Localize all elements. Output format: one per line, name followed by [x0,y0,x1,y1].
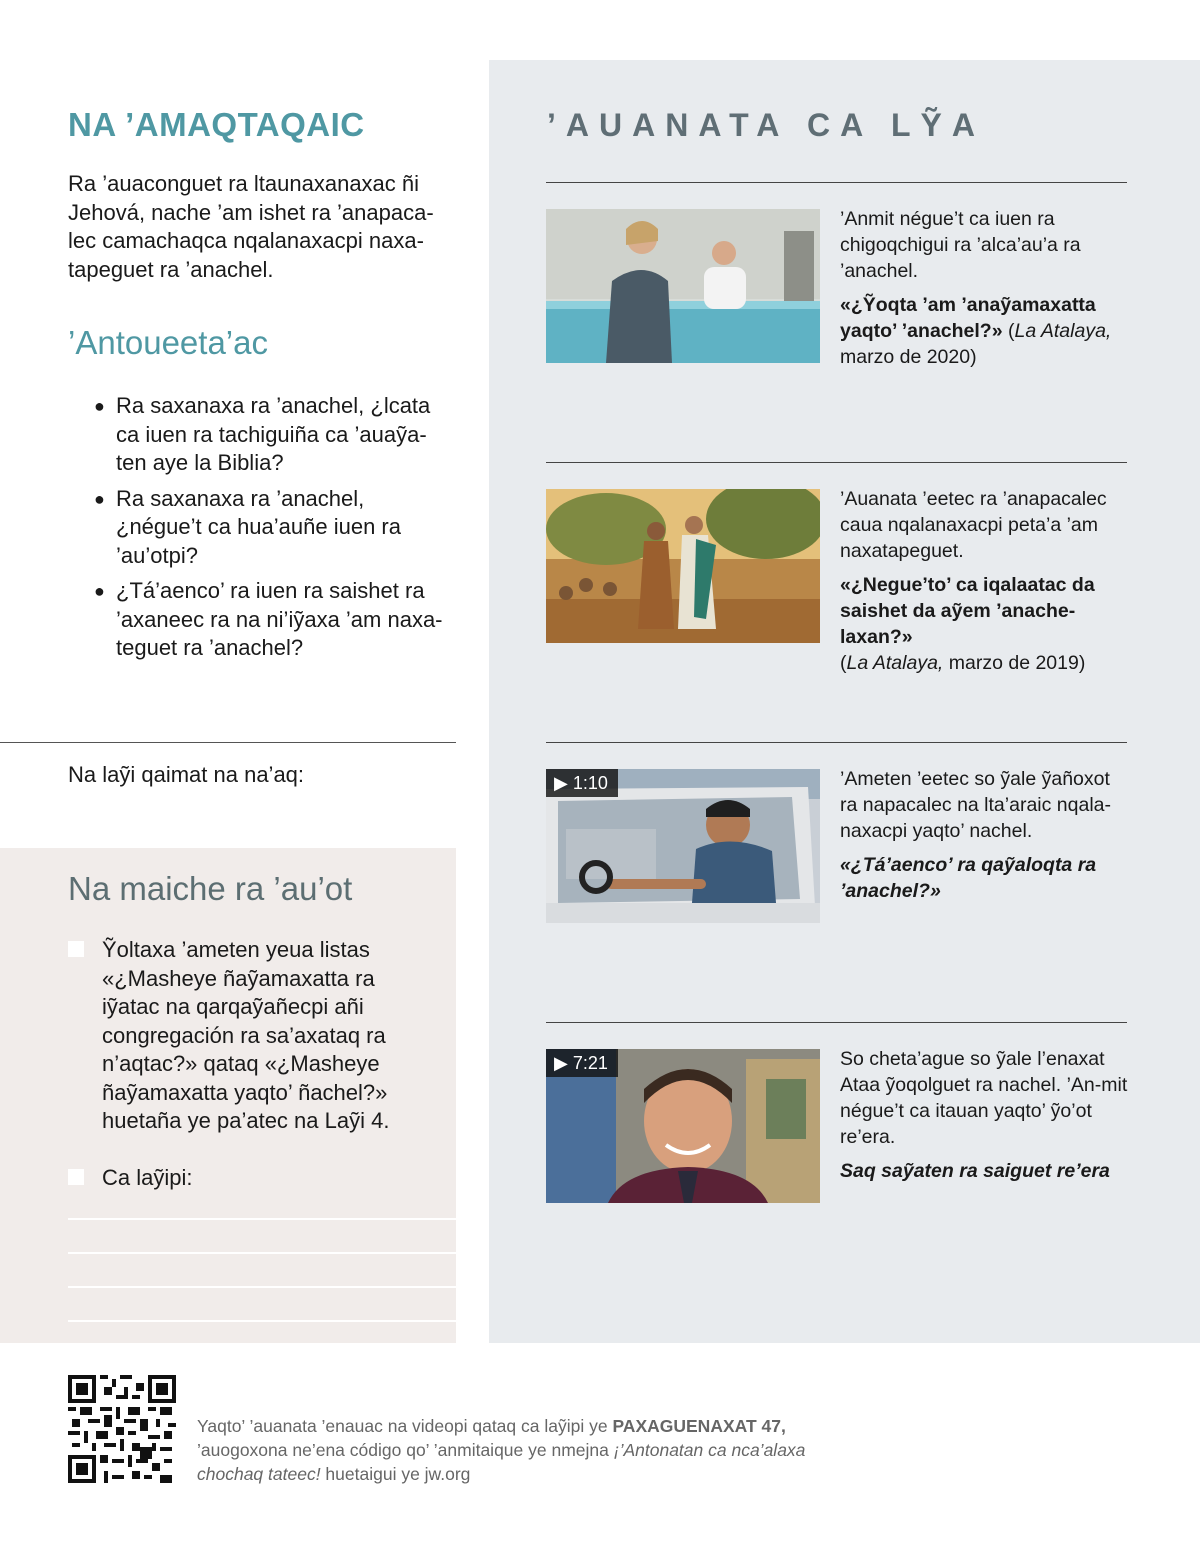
bullet-icon: ● [94,488,105,509]
qr-code-icon[interactable] [68,1375,176,1483]
question-item [94,392,454,478]
media-section-title: ’AUANATA CA LỸA [547,107,985,143]
question-item [94,485,454,571]
footer-text-part: ’auogoxona ne’ena código qo’ ’anmitaique ye nmejna [197,1440,614,1460]
lesson-title: NA ’AMAQTAQAIC [68,106,365,143]
footer-text-italic: ¡’Antonatan ca nca’alaxa chochaq tateec! [197,1440,806,1484]
entry-text [840,206,1130,370]
article-image-baptism[interactable] [546,209,820,363]
writing-line [68,1286,456,1288]
writing-line [68,1320,456,1322]
video-thumbnail-driver[interactable] [546,769,820,923]
questions-list [94,392,454,670]
footer-text-bold: PAXAGUENAXAT 47, [612,1416,786,1436]
publication-name: La Atalaya, [846,652,944,674]
question-text: ¿Tá’aenco’ ra iuen ra saishet ra ’axaneec ra na ni’iỹaxa ’am naxa-teguet ra ’anachel? [116,578,443,660]
homework-title: Na maiche ra ’au’ot [68,870,353,907]
entry-description: So cheta’ague so ỹale l’enaxat Ataa ỹoqolguet ra nachel. ’An-mit négue’t ca itauan yaqto’ ỹo’ot re’era. [840,1048,1128,1148]
questions-heading: ’Antoueeta’ac [68,324,268,361]
publication-date: marzo de 2020) [840,346,977,368]
intro-paragraph: Ra ’auaconguet ra ltaunaxanaxac ñi Jehová, nache ’am ishet ra ’anapaca-lec camachaqca nqalanaxacpi naxa-tapeguet ra ’anachel. [68,171,434,282]
question-text: Ra saxanaxa ra ’anachel, ¿négue’t ca hua’auñe iuen ra ’au’otpi? [116,485,401,568]
entry-text [840,1046,1130,1184]
divider [546,462,1127,463]
footer-text-part: Yaqto’ ’auanata ’enauac na videopi qataq ca laỹipi ye [197,1416,613,1436]
divider [0,742,456,743]
paren: ( [840,652,847,674]
entry-description: ’Auanata ’eetec ra ’anapacalec caua nqalanaxacpi peta’a ’am naxatapeguet. [840,488,1107,562]
question-item [94,577,454,663]
entry-text [840,766,1130,904]
entry-reference [840,292,1130,370]
video-duration: ▶ 7:21 [546,1049,618,1077]
bullet-icon: ● [94,581,105,601]
divider [546,1022,1127,1023]
publication-name: La Atalaya, [1014,320,1112,342]
entry-description: ’Ameten ’eetec so ỹale ỹañoxot ra napacalec na lta’araic nqala-naxacpi yaqto’ nachel. [840,768,1112,842]
entry-text [840,486,1130,676]
homework-item [68,936,428,1136]
question-text: Ra saxanaxa ra ’anachel, ¿lcata ca iuen ra tachiguiña ca ’auaỹa-ten aye la Biblia? [116,393,431,475]
footer-text-part: huetaigui ye jw.org [320,1464,471,1484]
homework-item-text: Ca laỹipi: [102,1165,193,1190]
video-duration: ▶ 1:10 [546,769,618,797]
video-title-link[interactable]: Saq saỹaten ra saiguet re’era [840,1160,1110,1182]
video-title-link[interactable]: «¿Tá’aenco’ ra qaỹaloqta ra ’anachel?» [840,854,1097,902]
notes-label: Na laỹi qaimat na na’aq: [68,762,305,787]
right-column [489,60,1200,1343]
footer-text [197,1414,837,1486]
entry-reference [840,572,1130,676]
checkbox[interactable] [68,1169,84,1185]
divider [546,742,1127,743]
writing-line [68,1252,456,1254]
publication-date: marzo de 2019) [943,652,1086,674]
article-link[interactable]: «¿Negue’to’ ca iqalaatac da saishet da aỹem ’anache-laxan?» [840,574,1095,648]
homework-item [68,1164,428,1193]
left-column [0,0,456,1343]
paren: ( [1002,320,1015,342]
homework-box [0,848,456,1343]
homework-item-text: Ỹoltaxa ’ameten yeua listas «¿Masheye ñaỹamaxatta ra iỹatac na qarqaỹañecpi añi congregación ra sa’axataq ra n’aqtac?» qataq «¿Masheye ñaỹamaxatta yaqto’ ñachel?» huetaña ye pa’atec na Laỹi 4. [102,937,390,1133]
video-thumbnail-man[interactable] [546,1049,820,1203]
checkbox[interactable] [68,941,84,957]
article-link[interactable]: «¿Ỹoqta ’am ’anaỹamaxatta yaqto’ ’anachel?» [840,294,1096,342]
writing-line [68,1218,456,1220]
bullet-icon: ● [94,396,105,416]
article-image-painting[interactable] [546,489,820,643]
divider [546,182,1127,183]
entry-description: ’Anmit négue’t ca iuen ra chigoqchigui ra ’alca’au’a ra ’anachel. [840,208,1081,282]
